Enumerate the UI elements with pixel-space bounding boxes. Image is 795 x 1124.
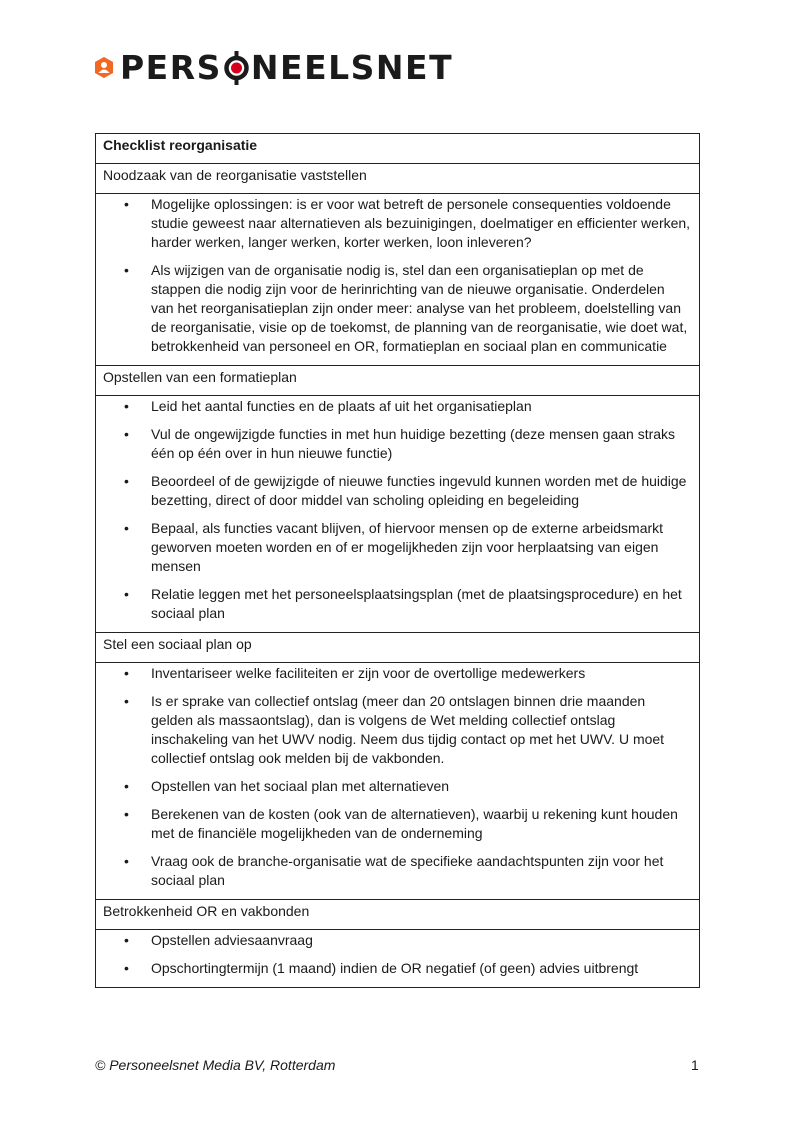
bullet-icon: •: [124, 853, 129, 869]
list-item: [96, 959, 691, 978]
list-item: [96, 852, 691, 890]
bullet-icon: •: [124, 693, 129, 709]
bullet-icon: •: [124, 586, 129, 602]
bullet-list: [96, 664, 691, 890]
footer-copyright: © Personeelsnet Media BV, Rotterdam: [95, 1057, 336, 1073]
list-item-text: Opstellen van het sociaal plan met alternatieven: [151, 778, 450, 794]
checklist-title: Checklist reorganisatie: [96, 134, 699, 164]
person-badge-icon: [94, 57, 114, 79]
list-item: [96, 397, 691, 416]
list-item-text: Bepaal, als functies vacant blijven, of hiervoor mensen op de externe arbeidsmarkt geworven moeten worden en of er mogelijkheden zijn voor herplaatsing van eigen mensen: [151, 520, 664, 574]
logo-text-right: NEELSNET: [250, 48, 454, 87]
list-item: [96, 195, 691, 252]
list-item-text: Berekenen van de kosten (ook van de alternatieven), waarbij u rekening kunt houden met de financiële mogelijkheden van de onderneming: [151, 806, 678, 841]
checklist-table: [95, 133, 700, 988]
bullet-icon: •: [124, 960, 129, 976]
bullet-icon: •: [124, 665, 129, 681]
section-body: [96, 663, 699, 900]
bullet-list: [96, 931, 691, 978]
list-item-text: Vul de ongewijzigde functies in met hun huidige bezetting (deze mensen gaan straks één op één over in hun nieuwe functie): [151, 426, 676, 461]
section-heading: Betrokkenheid OR en vakbonden: [96, 900, 699, 930]
target-o-icon: [223, 50, 250, 86]
list-item: [96, 472, 691, 510]
list-item-text: Beoordeel of de gewijzigde of nieuwe functies ingevuld kunnen worden met de huidige bezetting, direct of door middel van scholing opleiding en begeleiding: [151, 473, 687, 508]
list-item-text: Opstellen adviesaanvraag: [151, 932, 313, 948]
list-item: [96, 777, 691, 796]
list-item: [96, 931, 691, 950]
section-heading: Noodzaak van de reorganisatie vaststellen: [96, 164, 699, 194]
list-item: [96, 261, 691, 356]
list-item: [96, 425, 691, 463]
bullet-icon: •: [124, 196, 129, 212]
list-item: [96, 664, 691, 683]
section-heading: Stel een sociaal plan op: [96, 633, 699, 663]
list-item: [96, 805, 691, 843]
list-item: [96, 519, 691, 576]
bullet-icon: •: [124, 520, 129, 536]
list-item-text: Als wijzigen van de organisatie nodig is, stel dan een organisatieplan op met de stappen die nodig zijn voor de herinrichting van de nieuwe organisatie. Onderdelen van het reorganisatieplan zijn onder meer: analyse van het probleem, doelstelling van de reorganisatie, visie op de toekomst, de planning van de reorganisatie, wie doet wat, betrokkenheid van personeel en OR, formatieplan en sociaal plan en communicatie: [151, 262, 688, 354]
bullet-icon: •: [124, 932, 129, 948]
bullet-list: [96, 397, 691, 623]
list-item-text: Relatie leggen met het personeelsplaatsingsplan (met de plaatsingsprocedure) en het sociaal plan: [151, 586, 682, 621]
list-item: [96, 585, 691, 623]
section-body: [96, 396, 699, 633]
personeelsnet-logo: [94, 50, 453, 86]
bullet-icon: •: [124, 473, 129, 489]
section-body: [96, 194, 699, 366]
logo-text-left: PERS: [120, 48, 222, 87]
list-item-text: Vraag ook de branche-organisatie wat de specifieke aandachtspunten zijn voor het sociaal plan: [151, 853, 664, 888]
bullet-icon: •: [124, 806, 129, 822]
list-item-text: Leid het aantal functies en de plaats af uit het organisatieplan: [151, 398, 532, 414]
list-item-text: Opschortingtermijn (1 maand) indien de OR negatief (of geen) advies uitbrengt: [151, 960, 639, 976]
page-number: 1: [691, 1057, 699, 1073]
list-item-text: Is er sprake van collectief ontslag (meer dan 20 ontslagen binnen drie maanden gelden als massaontslag), dan is volgens de Wet melding collectief ontslag inschakeling van het UWV nodig. Neem dus tijdig contact op met het UWV. U moet collectief ontslag ook melden bij de vakbonden.: [151, 693, 665, 766]
bullet-icon: •: [124, 778, 129, 794]
section-body: [96, 930, 699, 987]
bullet-icon: •: [124, 426, 129, 442]
list-item-text: Mogelijke oplossingen: is er voor wat betreft de personele consequenties voldoende studie geweest naar alternatieven als bezuinigingen, doelmatiger en efficienter werken, harder werken, langer werken, korter werken, loon inleveren?: [151, 196, 691, 250]
bullet-icon: •: [124, 398, 129, 414]
list-item: [96, 692, 691, 768]
list-item-text: Inventariseer welke faciliteiten er zijn voor de overtollige medewerkers: [151, 665, 586, 681]
bullet-icon: •: [124, 262, 129, 278]
section-heading: Opstellen van een formatieplan: [96, 366, 699, 396]
bullet-list: [96, 195, 691, 356]
